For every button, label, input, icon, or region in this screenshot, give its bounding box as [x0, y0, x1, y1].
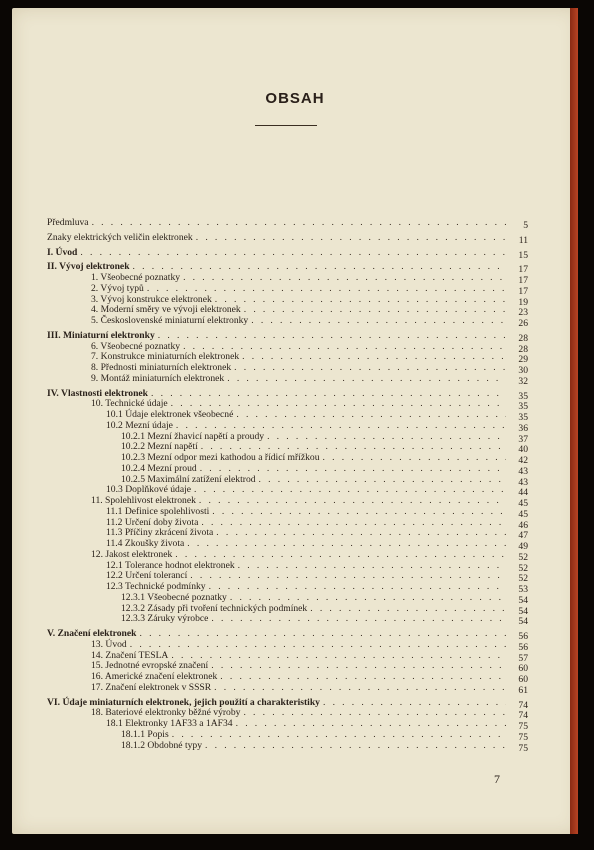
toc-entry-page: 30 — [518, 365, 528, 376]
toc-leader-dots — [240, 708, 506, 719]
toc-entry-page: 52 — [518, 573, 528, 585]
toc-entry-page: 44 — [518, 487, 528, 499]
toc-entry-label: 11.4 Zkoušky života — [106, 538, 185, 549]
toc-entry-page: 54 — [518, 616, 528, 628]
toc-entry-label: 10.1 Údaje elektronek všeobecné — [106, 409, 234, 420]
toc-entry-label: 10.2.5 Maximální zatížení elektrod — [121, 473, 256, 485]
toc-leader-dots — [211, 683, 506, 694]
toc-entry-label: 2. Vývoj typů — [91, 282, 144, 294]
toc-entry-page: 5 — [523, 220, 528, 231]
toc-entry — [12, 570, 578, 585]
toc-entry — [12, 284, 578, 295]
toc-entry-label: 10.2.3 Mezní odpor mezi kathodou a řídicí mřížkou — [121, 452, 320, 463]
toc-entry-label: 1. Všeobecné poznatky — [91, 272, 181, 283]
toc-entry-label: 18. Bateriové elektronky běžné výroby — [91, 707, 241, 719]
toc-entry — [12, 719, 578, 730]
toc-leader-dots — [208, 614, 506, 625]
toc-entry-page: 53 — [518, 584, 528, 595]
toc-entry-label: 10.2.2 Mezní napětí — [121, 441, 198, 453]
toc-entry-label: Znaky elektrických veličin elektronek — [47, 231, 193, 243]
toc-entry-page: 32 — [518, 375, 528, 387]
toc-entry-page: 49 — [518, 541, 528, 552]
toc-leader-dots — [227, 593, 506, 604]
page-number: 7 — [494, 772, 500, 786]
toc-entry-label: 14. Značení TESLA — [91, 649, 169, 661]
toc-leader-dots — [193, 233, 506, 244]
toc-entry-page: 15 — [518, 249, 528, 261]
toc-entry-label: 10.2.4 Mezní proud — [121, 462, 197, 474]
toc-entry-page: 61 — [518, 684, 528, 696]
toc-entry-label: 11. Spolehlivost elektronek — [91, 495, 196, 506]
toc-entry-page: 35 — [518, 390, 528, 402]
toc-leader-dots — [217, 672, 506, 683]
toc-entry-label: 12. Jakost elektronek — [91, 548, 173, 560]
toc-entry — [12, 475, 578, 486]
toc-leader-dots — [206, 582, 506, 593]
toc-leader-dots — [127, 640, 506, 651]
toc-entry-label: 15. Jednotné evropské značení — [91, 660, 209, 672]
toc-leader-dots — [209, 507, 506, 518]
toc-entry-page: 40 — [518, 444, 528, 456]
toc-entry-label: 18.1.2 Obdobné typy — [121, 739, 203, 751]
toc-entry-label: 12.3.2 Zásady při tvoření technických podmínek — [121, 602, 308, 614]
toc-entry-page: 57 — [518, 652, 528, 664]
toc-entry-label: V. Značení elektronek — [47, 628, 137, 639]
toc-leader-dots — [320, 698, 506, 709]
toc-entry — [12, 550, 578, 561]
toc-entry — [12, 604, 578, 615]
toc-leader-dots — [130, 262, 506, 273]
toc-entry-label: III. Miniaturní elektronky — [47, 329, 155, 341]
toc-entry-page: 46 — [518, 519, 528, 531]
toc-entry-label: 4. Moderní směry ve vývoji elektronek — [91, 304, 241, 316]
toc-entry-page: 56 — [518, 631, 528, 642]
toc-entry-page: 17 — [518, 264, 528, 276]
toc-entry — [12, 421, 578, 432]
toc-leader-dots — [233, 719, 506, 730]
toc-entry-label: Předmluva — [47, 217, 89, 228]
toc-entry-page: 74 — [518, 699, 528, 711]
toc-leader-dots — [168, 651, 506, 662]
toc-entry — [12, 613, 578, 628]
title-underline — [255, 125, 317, 126]
toc-entry — [12, 410, 578, 421]
toc-entry-label: 5. Československé miniaturní elektronky — [91, 315, 249, 326]
toc-entry-label: 12.2 Určení tolerancí — [106, 570, 188, 582]
toc-entry-page: 75 — [518, 731, 528, 743]
book-page — [12, 8, 578, 834]
toc-entry-page: 28 — [518, 332, 528, 344]
toc-entry-label: 12.3 Technické podmínky — [106, 581, 206, 592]
toc-leader-dots — [196, 496, 506, 507]
toc-leader-dots — [208, 661, 506, 672]
toc-entry-label: IV. Vlastnosti elektronek — [47, 387, 149, 399]
toc-entry — [12, 518, 578, 529]
toc-leader-dots — [148, 389, 506, 400]
toc-entry-page: 52 — [518, 551, 528, 563]
toc-leader-dots — [89, 218, 506, 229]
toc-entry — [12, 707, 578, 722]
toc-entry-label: 11.1 Definice spolehlivosti — [106, 505, 210, 517]
toc-entry-page: 75 — [518, 721, 528, 732]
toc-leader-dots — [144, 284, 506, 295]
toc-entry — [12, 593, 578, 604]
toc-entry-page: 19 — [518, 296, 528, 308]
toc-entry-page: 47 — [518, 530, 528, 542]
toc-entry — [12, 561, 578, 572]
toc-leader-dots — [187, 571, 506, 582]
toc-entry-label: 3. Vývoj konstrukce elektronek — [91, 293, 212, 305]
toc-entry-page: 42 — [518, 455, 528, 466]
toc-entry-page: 35 — [518, 412, 528, 423]
toc-leader-dots — [233, 410, 506, 421]
toc-leader-dots — [264, 432, 506, 443]
toc-entry-page: 37 — [518, 433, 528, 445]
toc-entry-label: 16. Americké značení elektronek — [91, 671, 218, 682]
toc-entry-label: 8. Přednosti miniaturních elektronek — [91, 362, 232, 373]
toc-entry-page: 29 — [518, 354, 528, 366]
toc-entry-label: 17. Značení elektronek v SSSR — [91, 681, 212, 693]
toc-entry-page: 52 — [518, 562, 528, 574]
page-title: OBSAH — [265, 90, 325, 107]
toc-leader-dots — [136, 629, 506, 640]
toc-entry — [12, 582, 578, 593]
table-of-contents — [12, 217, 578, 754]
toc-entry-page: 17 — [518, 285, 528, 297]
toc-entry-label: 13. Úvod — [91, 638, 127, 650]
toc-leader-dots — [212, 295, 506, 306]
toc-leader-dots — [235, 561, 506, 572]
toc-entry-label: 18.1.1 Popis — [121, 728, 169, 740]
toc-entry-page: 43 — [518, 465, 528, 477]
toc-entry-page: 36 — [518, 422, 528, 434]
toc-entry — [12, 218, 578, 229]
toc-entry-page: 56 — [518, 641, 528, 653]
toc-entry-label: II. Vývoj elektronek — [47, 261, 130, 273]
toc-entry-label: 12.3.1 Všeobecné poznatky — [121, 591, 227, 603]
toc-entry-label: 11.2 Určení doby života — [106, 516, 199, 528]
toc-leader-dots — [224, 374, 506, 385]
toc-entry-label: 9. Montáž miniaturních elektronek — [91, 372, 225, 384]
toc-entry-label: 12.1 Tolerance hodnot elektronek — [106, 559, 235, 571]
toc-entry — [12, 453, 578, 464]
toc-entry — [12, 527, 578, 542]
toc-entry-label: 10. Technické údaje — [91, 398, 168, 410]
toc-entry-page: 54 — [518, 605, 528, 617]
toc-leader-dots — [239, 352, 506, 363]
toc-entry-page: 54 — [518, 594, 528, 606]
toc-leader-dots — [173, 421, 506, 432]
toc-leader-dots — [256, 475, 506, 486]
toc-leader-dots — [213, 528, 506, 539]
toc-entry — [12, 464, 578, 475]
toc-leader-dots — [307, 604, 506, 615]
toc-entry-page: 60 — [518, 674, 528, 685]
toc-leader-dots — [231, 363, 506, 374]
toc-entry-label: 12.3.3 Záruky výrobce — [121, 613, 209, 625]
toc-entry — [12, 640, 578, 651]
toc-entry-label: 7. Konstrukce miniaturních elektronek — [91, 351, 240, 363]
toc-entry-page: 45 — [518, 508, 528, 520]
toc-entry-page: 74 — [518, 710, 528, 722]
toc-entry-label: VI. Údaje miniaturních elektronek, jejich použití a charakteristiky — [47, 696, 320, 708]
toc-leader-dots — [248, 316, 506, 327]
toc-entry-page: 43 — [518, 476, 528, 488]
toc-entry-label: 10.3 Doplňkové údaje — [106, 484, 191, 496]
toc-entry-page: 45 — [518, 498, 528, 509]
toc-entry-label: 11.3 Příčiny zkrácení života — [106, 527, 214, 539]
toc-entry — [12, 741, 578, 752]
toc-leader-dots — [169, 730, 506, 741]
toc-leader-dots — [202, 741, 506, 752]
toc-entry — [12, 730, 578, 741]
toc-entry-page: 26 — [518, 318, 528, 329]
toc-entry-page: 60 — [518, 663, 528, 675]
toc-entry-label: 10.2 Mezní údaje — [106, 419, 173, 431]
toc-leader-dots — [241, 305, 506, 316]
toc-leader-dots — [172, 550, 506, 561]
toc-leader-dots — [155, 331, 506, 342]
toc-leader-dots — [191, 485, 506, 496]
toc-entry-page: 23 — [518, 307, 528, 319]
toc-entry-page: 35 — [518, 401, 528, 413]
toc-leader-dots — [320, 453, 507, 464]
toc-entry — [12, 683, 578, 694]
toc-leader-dots — [198, 518, 506, 529]
toc-entry-page: 28 — [518, 343, 528, 355]
toc-entry — [12, 432, 578, 443]
toc-entry-label: 6. Všeobecné poznatky — [91, 340, 181, 352]
toc-entry — [12, 507, 578, 518]
toc-entry — [12, 233, 578, 244]
toc-leader-dots — [77, 248, 506, 259]
toc-entry — [12, 496, 578, 507]
toc-entry — [12, 374, 578, 385]
toc-leader-dots — [197, 464, 506, 475]
toc-leader-dots — [180, 273, 506, 284]
toc-entry — [12, 331, 578, 342]
toc-entry-page: 75 — [518, 742, 528, 754]
toc-entry — [12, 398, 578, 413]
toc-entry-page: 17 — [518, 275, 528, 286]
toc-leader-dots — [184, 539, 506, 550]
toc-entry — [12, 316, 578, 327]
toc-entry-label: 18.1 Elektronky 1AF33 a 1AF34 — [106, 718, 233, 729]
toc-entry-label: 10.2.1 Mezní žhavicí napětí a proudy — [121, 430, 265, 442]
toc-entry-page: 11 — [518, 234, 528, 246]
toc-entry — [12, 248, 578, 259]
toc-entry-label: I. Úvod — [47, 246, 78, 258]
